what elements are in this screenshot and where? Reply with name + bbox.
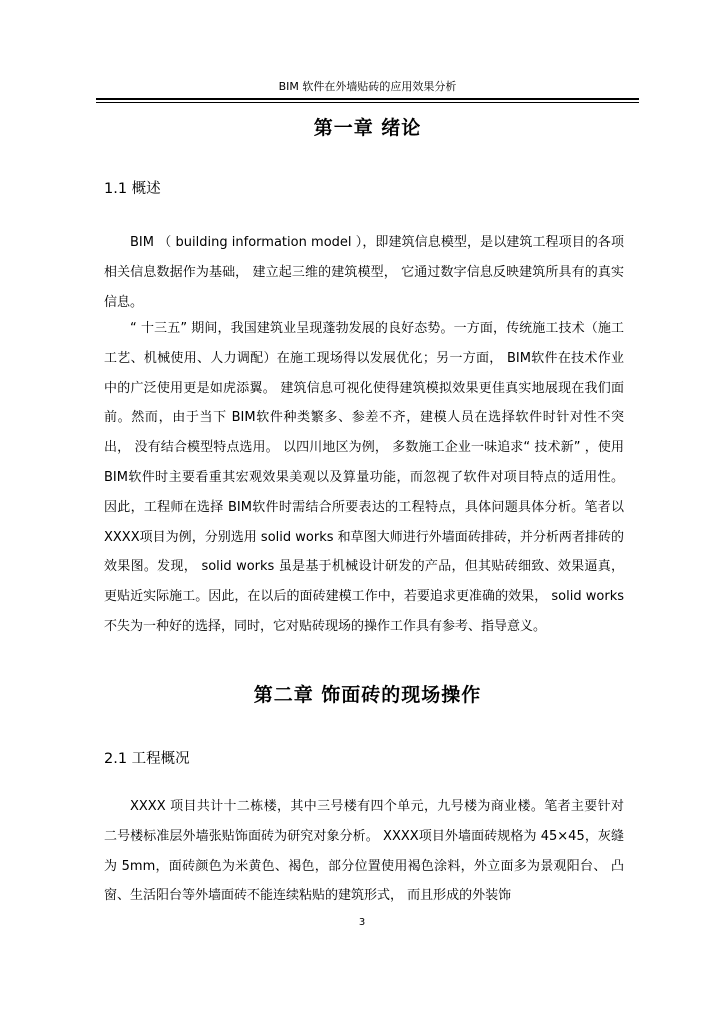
- section-2-1-heading: 2.1 工程概况: [104, 751, 190, 767]
- chapter-1-title: 第一章 绪论: [313, 117, 422, 139]
- chapter-2-title: 第二章 饰面砖的现场操作: [253, 684, 482, 706]
- chapter-1-paragraph-1: BIM （ building information model ），即建筑信息模型，是以建筑工程项目的各项相关信息数据作为基础， 建立起三维的建筑模型， 它通过数字信息反映建筑所具有的真实信息。: [104, 235, 624, 310]
- section-1-1-heading: 1.1 概述: [104, 181, 161, 197]
- chapter-2-paragraph-1: XXXX 项目共计十二栋楼，其中三号楼有四个单元，九号楼为商业楼。笔者主要针对二号楼标准层外墙张贴饰面砖为研究对象分析。 XXXX项目外墙面砖规格为 45×45，灰缝为 5mm，面砖颜色为米黄色、褐色，部分位置使用褐色涂料，外立面多为景观阳台、 凸窗、生活阳台等外墙面砖不能连续粘贴的建筑形式， 而且形成的外装饰: [104, 799, 624, 904]
- page-number: 3: [358, 917, 366, 928]
- header-rule: [96, 98, 639, 100]
- header-rule-thin: [96, 102, 639, 103]
- running-header: BIM 软件在外墙贴砖的应用效果分析: [278, 80, 457, 93]
- chapter-1-paragraph-2: “ 十三五” 期间，我国建筑业呈现蓬勃发展的良好态势。一方面，传统施工技术（施工工艺、机械使用、人力调配）在施工现场得以发展优化；另一方面， BIM软件在技术作业中的广泛使用更是如虎添翼。 建筑信息可视化使得建筑模拟效果更佳真实地展现在我们面前。然而，由于当下 BIM软件种类繁多、参差不齐，建模人员在选择软件时针对性不突出， 没有结合模型特点选用。 以四川地区为例， 多数施工企业一味追求“ 技术新” ，使用 BIM软件时主要看重其宏观效果美观以及算量功能，而忽视了软件对项目特点的适用性。 因此，工程师在选择 BIM软件时需结合所要表达的工程特点，具体问题具体分析。笔者以 XXXX项目为例，分别选用 solid works 和草图大师进行外墙面砖排砖，并分析两者排砖的效果图。发现， solid works 虽是基于机械设计研发的产品，但其贴砖细致、效果逼真，更贴近实际施工。因此，在以后的面砖建模工作中，若要追求更准确的效果， solid works 不失为一种好的选择，同时，它对贴砖现场的操作工作具有参考、指导意义。: [104, 321, 624, 634]
